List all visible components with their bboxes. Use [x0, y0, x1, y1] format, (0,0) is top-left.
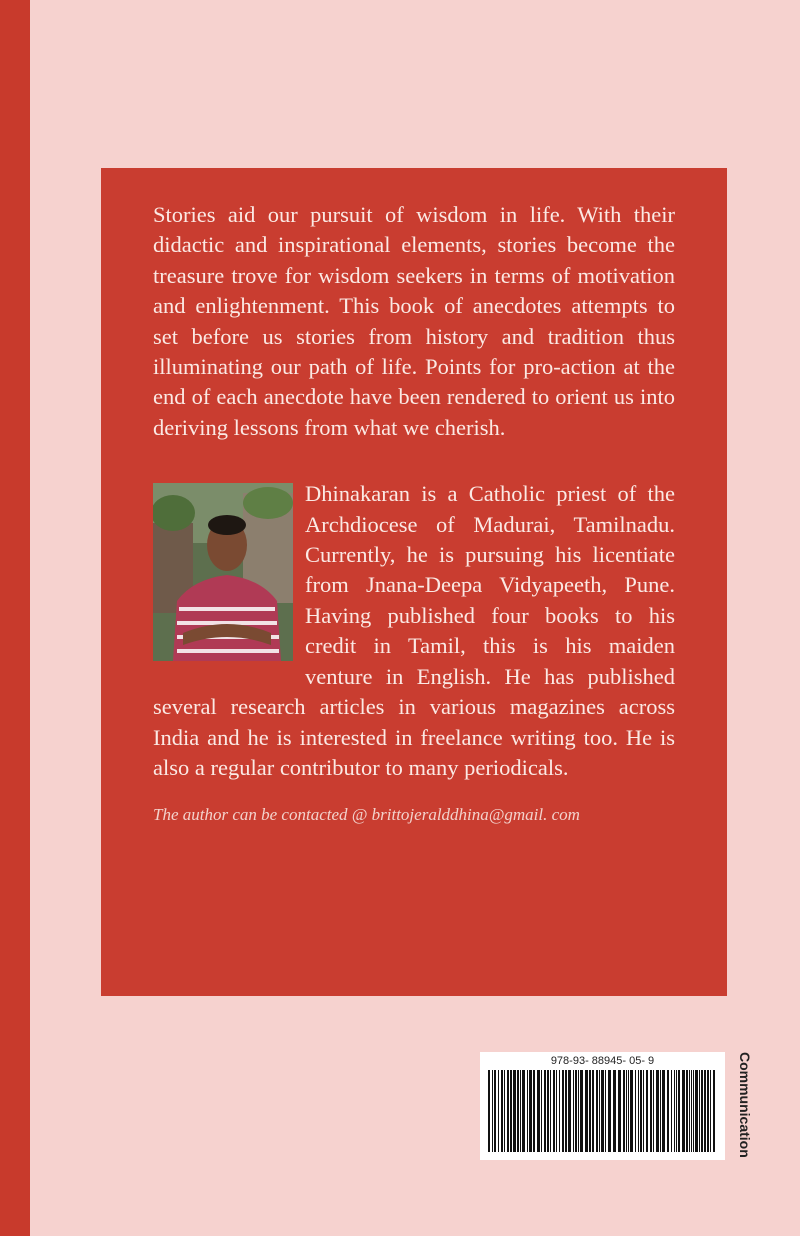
imprint-text: Communication — [737, 1052, 753, 1158]
isbn-number: 978-93- 88945- 05- 9 — [550, 1055, 655, 1067]
author-section — [153, 479, 675, 783]
author-photo — [153, 483, 293, 661]
description-panel — [101, 168, 727, 996]
spine-stripe — [0, 0, 30, 1236]
book-blurb: Stories aid our pursuit of wisdom in life. With their didactic and inspirational elements, stories become the treasure trove for wisdom seekers in terms of motivation and enlightenment. This book of anecdotes attempts to set before us stories from history and tradition thus illuminating our path of life. Points for pro-action at the end of each anecdote have been rendered to orient us into deriving lessons from what we cherish. — [153, 202, 675, 440]
isbn-barcode — [480, 1052, 725, 1160]
barcode-bars — [488, 1070, 717, 1152]
imprint-label — [732, 1052, 758, 1172]
author-bio: Dhinakaran is a Catholic priest of the Archdiocese of Madurai, Tamilnadu. Currently, he is pursuing his licentiate from Jnana-Deepa Vidyapeeth, Pune. Having published four books to his credit in Tamil, this is his maiden venture in English. He has published several research articles in various magazines across India and he is interested in freelance writing too. He is also a regular contributor to many periodicals. — [153, 481, 675, 780]
author-contact: The author can be contacted @ brittojeralddhina@gmail. com — [153, 805, 580, 825]
